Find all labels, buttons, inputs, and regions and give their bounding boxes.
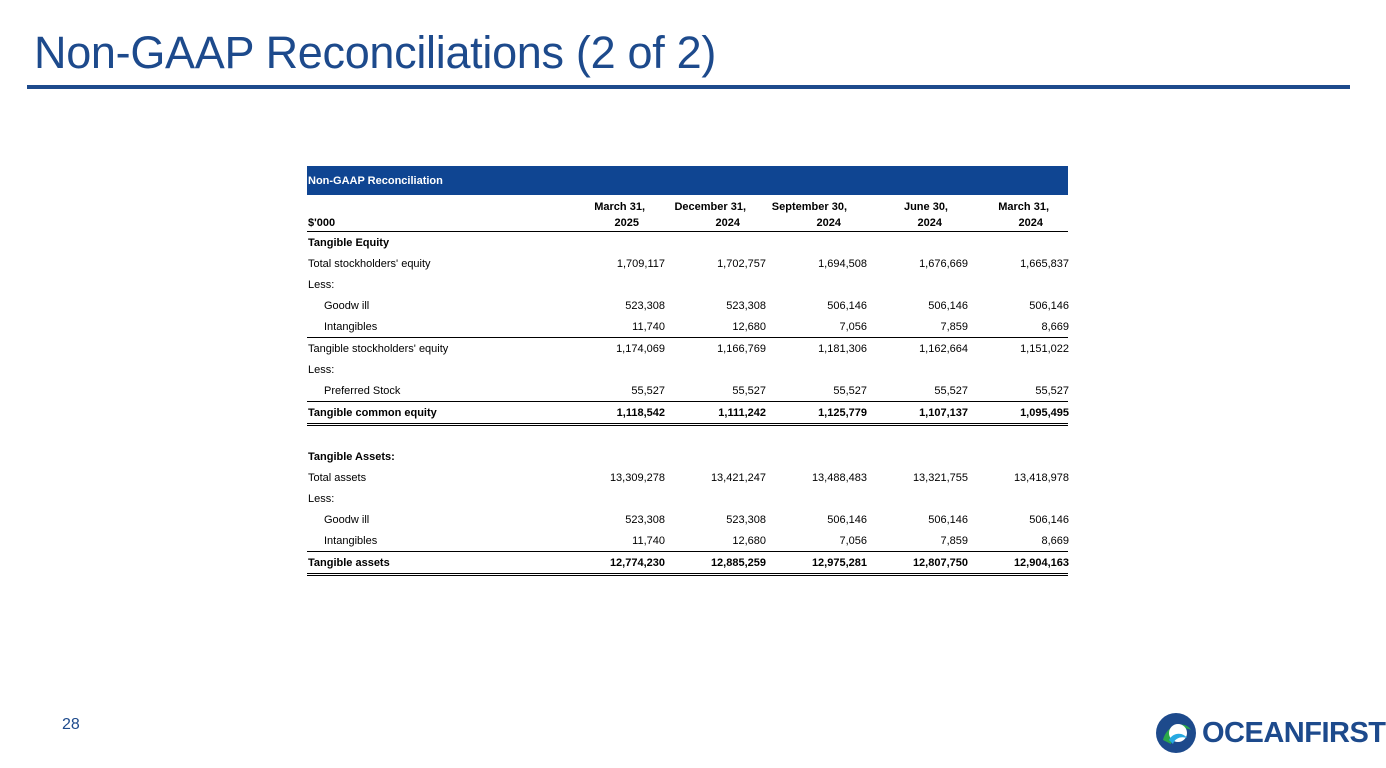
table-row: Total stockholders' equity 1,709,117 1,702,757 1,694,508 1,676,669 1,665,837 [308,257,1069,270]
table-row: Tangible stockholders' equity 1,174,069 1,166,769 1,181,306 1,162,664 1,151,022 [308,342,1069,355]
table-row: Intangibles 11,740 12,680 7,056 7,859 8,669 [307,530,1068,552]
page-number: 28 [62,716,80,733]
table-row: Less: [308,363,335,376]
table-row: Goodw ill 523,308 523,308 506,146 506,146 506,146 [324,299,1069,312]
column-header: March 31, 2024 [998,201,1049,229]
column-header: March 31, 2025 [594,201,645,229]
table-row-total: Tangible common equity 1,118,542 1,111,242 1,125,779 1,107,137 1,095,495 [307,402,1068,426]
column-headers [307,195,1068,232]
table-header: Non-GAAP Reconciliation [307,166,1068,195]
table-row: Total assets 13,309,278 13,421,247 13,488,483 13,321,755 13,418,978 [308,471,1069,484]
unit-label: $'000 [308,217,336,229]
slide-title: Non-GAAP Reconciliations (2 of 2) [34,27,717,78]
section-title-tangible-equity: Tangible Equity [308,236,390,249]
column-header: December 31, 2024 [674,201,746,229]
section-title-tangible-assets: Tangible Assets: [308,450,395,463]
title-divider [27,85,1350,89]
table-row: Goodw ill 523,308 523,308 506,146 506,146 506,146 [324,513,1069,526]
reconciliation-table [307,166,1068,576]
table-row: Preferred Stock 55,527 55,527 55,527 55,527 55,527 [307,380,1068,402]
table-row: Intangibles 11,740 12,680 7,056 7,859 8,669 [307,316,1068,338]
logo-wordmark: OCEANFIRST [1202,717,1386,749]
table-row: Less: [308,278,335,291]
section-spacer [307,426,1068,446]
column-header: September 30, 2024 [771,201,847,229]
table-row-total: Tangible assets 12,774,230 12,885,259 12,975,281 12,807,750 12,904,163 [307,552,1068,576]
table-row: Less: [308,492,335,505]
column-header: June 30, 2024 [903,201,948,229]
